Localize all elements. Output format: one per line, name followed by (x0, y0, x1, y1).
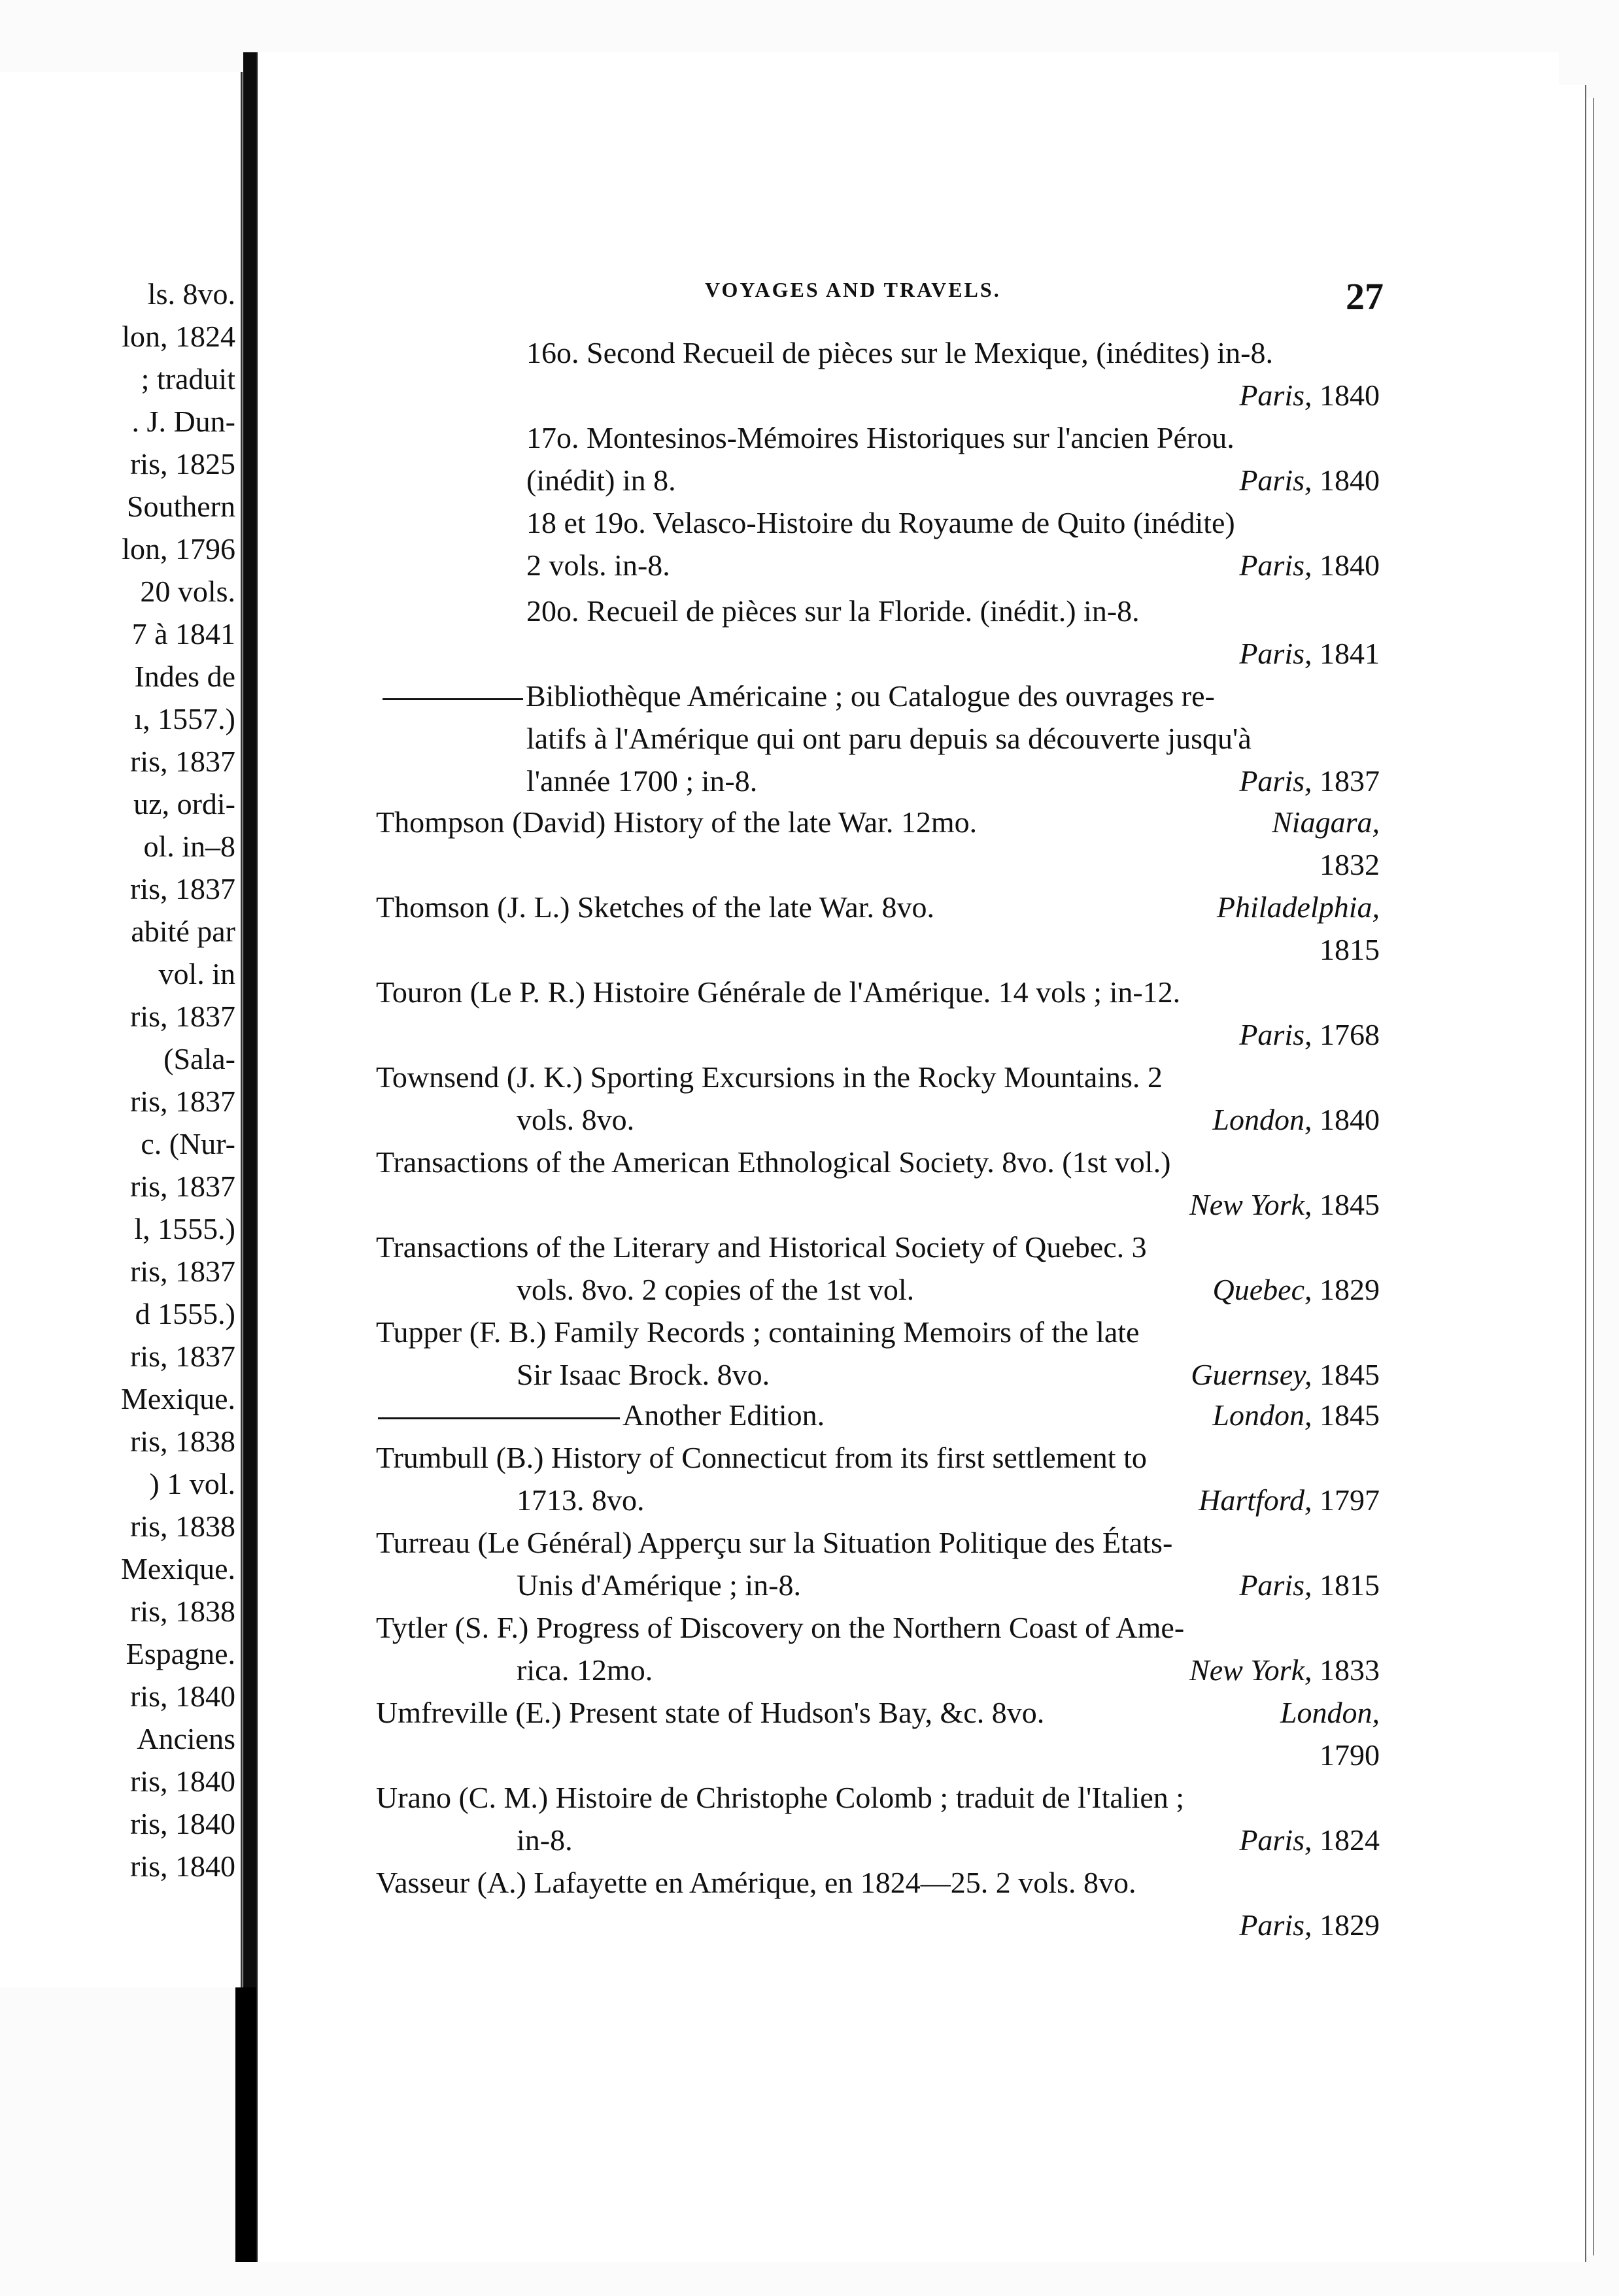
turreau-line1: Turreau (Le Général) Apperçu sur la Situation Politique des États- (376, 1526, 1173, 1559)
left-page-line: ris, 1837 (130, 1085, 235, 1118)
entry-16-year: 1840 (1320, 379, 1380, 412)
left-page-fragment (0, 72, 243, 1987)
entry-17-place: Paris, (1239, 464, 1312, 497)
tupper-line1: Tupper (F. B.) Family Records ; containing Memoirs of the late (376, 1315, 1140, 1349)
thompson-year: 1832 (1320, 848, 1380, 881)
left-page-line: ris, 1840 (130, 1849, 235, 1883)
entry-16-place: Paris, (1239, 379, 1312, 412)
touron-year: 1768 (1320, 1018, 1380, 1051)
thompson-line1 (376, 803, 1380, 842)
biblio-line1 (383, 677, 1380, 716)
another-text: Another Edition. (622, 1398, 825, 1432)
left-page-line: ris, 1837 (130, 1340, 235, 1373)
page-edge (1558, 85, 1586, 2262)
entry-18-line2 (526, 546, 1380, 585)
left-page-line: Espagne. (126, 1637, 235, 1670)
entry-18-text2: 2 vols. in-8. (526, 549, 670, 582)
left-page-line: ls. 8vo. (147, 277, 235, 311)
townsend-line1: Townsend (J. K.) Sporting Excursions in the Rocky Mountains. 2 (376, 1060, 1163, 1094)
left-page-line: uz, ordi- (133, 787, 235, 820)
townsend-year: 1840 (1320, 1103, 1380, 1136)
urano-line2 (517, 1821, 1380, 1860)
umfreville-line1 (376, 1693, 1380, 1732)
left-page-line: (Sala- (163, 1042, 235, 1075)
left-page-line: ) 1 vol. (149, 1467, 235, 1500)
another-place: London, (1212, 1398, 1312, 1432)
biblio-place: Paris, (1239, 764, 1312, 798)
trumbull-place: Hartford, (1199, 1483, 1312, 1517)
tupper-line2 (517, 1355, 1380, 1394)
vasseur-line1: Vasseur (A.) Lafayette en Amérique, en 1824—25. 2 vols. 8vo. (376, 1866, 1136, 1899)
ethno-place: New York, (1189, 1188, 1312, 1221)
ditto-dash (378, 1417, 620, 1419)
tupper-text2: Sir Isaac Brock. 8vo. (517, 1358, 770, 1391)
entry-17-line2 (526, 461, 1380, 500)
trumbull-year: 1797 (1320, 1483, 1380, 1517)
left-page-line: ris, 1840 (130, 1680, 235, 1713)
entry-16-imprint (376, 376, 1380, 415)
left-page-line: ris, 1840 (130, 1807, 235, 1840)
left-page-line: ı, 1557.) (134, 702, 235, 735)
page-number: 27 (1346, 275, 1384, 318)
left-page-line: Mexique. (120, 1552, 235, 1585)
trumbull-text2: 1713. 8vo. (517, 1483, 645, 1517)
left-page-line: ris, 1837 (130, 1170, 235, 1203)
left-page-line: ris, 1840 (130, 1764, 235, 1798)
left-page-line: l, 1555.) (134, 1212, 235, 1245)
left-page-line: vol. in (158, 957, 235, 990)
left-page-line: ol. in–8 (143, 830, 235, 863)
biblio-line3 (526, 762, 1380, 801)
tytler-line1: Tytler (S. F.) Progress of Discovery on the Northern Coast of Ame- (376, 1611, 1185, 1644)
touron-line2 (376, 1015, 1380, 1055)
umfreville-year: 1790 (1320, 1738, 1380, 1772)
entry-16-line1: 16o. Second Recueil de pièces sur le Mexique, (inédites) in-8. (526, 336, 1274, 369)
turreau-year: 1815 (1320, 1568, 1380, 1602)
thompson-line2 (376, 845, 1380, 885)
entry-18-place: Paris, (1239, 549, 1312, 582)
thomson-year: 1815 (1320, 933, 1380, 966)
tytler-line2 (517, 1651, 1380, 1690)
left-page-line: Mexique. (120, 1382, 235, 1415)
another-year: 1845 (1320, 1398, 1380, 1432)
left-page-line: ris, 1837 (130, 1000, 235, 1033)
left-page-line: Indes de (134, 660, 235, 693)
vasseur-place: Paris, (1239, 1908, 1312, 1942)
left-page-line: ris, 1838 (130, 1510, 235, 1543)
tytler-year: 1833 (1320, 1653, 1380, 1687)
running-head: VOYAGES AND TRAVELS. (705, 278, 1001, 301)
vasseur-line2 (376, 1906, 1380, 1945)
left-page-line: ; traduit (141, 362, 235, 396)
left-page-line: lon, 1796 (122, 532, 235, 566)
biblio-line2: latifs à l'Amérique qui ont paru depuis sa découverte jusqu'à (526, 722, 1252, 755)
tytler-place: New York, (1189, 1653, 1312, 1687)
trumbull-line1: Trumbull (B.) History of Connecticut from its first settlement to (376, 1441, 1147, 1474)
entry-18-year: 1840 (1320, 549, 1380, 582)
entry-17-line1: 17o. Montesinos-Mémoires Historiques sur l'ancien Pérou. (526, 421, 1235, 454)
book-gutter (243, 52, 256, 2262)
townsend-text2: vols. 8vo. (517, 1103, 635, 1136)
entry-20-year: 1841 (1320, 637, 1380, 670)
thomson-line1 (376, 888, 1380, 927)
thomson-text: Thomson (J. L.) Sketches of the late War. 8vo. (376, 890, 934, 924)
left-page-line: lon, 1824 (122, 320, 235, 353)
left-page-line: Southern (126, 490, 235, 523)
umfreville-text: Umfreville (E.) Present state of Hudson's Bay, &c. 8vo. (376, 1696, 1045, 1729)
left-page-line: 20 vols. (140, 575, 235, 608)
ethno-line1: Transactions of the American Ethnological Society. 8vo. (1st vol.) (376, 1145, 1171, 1179)
touron-place: Paris, (1239, 1018, 1312, 1051)
urano-line1: Urano (C. M.) Histoire de Christophe Colomb ; traduit de l'Italien ; (376, 1781, 1185, 1814)
biblio-text3: l'année 1700 ; in-8. (526, 764, 758, 798)
biblio-text1: Bibliothèque Américaine ; ou Catalogue des ouvrages re- (526, 679, 1215, 713)
biblio-year: 1837 (1320, 764, 1380, 798)
left-page-line: Anciens (137, 1722, 235, 1755)
trumbull-line2 (517, 1481, 1380, 1520)
left-page-line: ris, 1837 (130, 1255, 235, 1288)
entry-20-line1: 20o. Recueil de pièces sur la Floride. (inédit.) in-8. (526, 594, 1140, 628)
thompson-place: Niagara, (1272, 805, 1380, 839)
ethno-year: 1845 (1320, 1188, 1380, 1221)
ditto-dash (383, 698, 523, 700)
townsend-line2 (517, 1100, 1380, 1140)
entry-20-imprint (376, 634, 1380, 673)
left-page-line: ris, 1825 (130, 447, 235, 481)
vasseur-year: 1829 (1320, 1908, 1380, 1942)
left-page-line: ris, 1838 (130, 1425, 235, 1458)
left-page-line: ris, 1837 (130, 745, 235, 778)
thomson-place: Philadelphia, (1216, 890, 1380, 924)
left-page-line: 7 à 1841 (131, 617, 235, 650)
townsend-place: London, (1212, 1103, 1312, 1136)
touron-line1: Touron (Le P. R.) Histoire Générale de l'Amérique. 14 vols ; in-12. (376, 975, 1181, 1009)
quebec-line2 (517, 1270, 1380, 1309)
umfreville-line2 (376, 1736, 1380, 1775)
entry-18-line1: 18 et 19o. Velasco-Histoire du Royaume de Quito (inédite) (526, 506, 1235, 539)
turreau-place: Paris, (1239, 1568, 1312, 1602)
urano-place: Paris, (1239, 1823, 1312, 1857)
quebec-year: 1829 (1320, 1273, 1380, 1306)
urano-text2: in-8. (517, 1823, 573, 1857)
left-page-line: . J. Dun- (131, 405, 235, 438)
tupper-year: 1845 (1320, 1358, 1380, 1391)
left-page-line: ris, 1838 (130, 1595, 235, 1628)
ethno-line2 (376, 1185, 1380, 1224)
turreau-text2: Unis d'Amérique ; in-8. (517, 1568, 802, 1602)
entry-17-year: 1840 (1320, 464, 1380, 497)
urano-year: 1824 (1320, 1823, 1380, 1857)
thomson-line2 (376, 930, 1380, 970)
umfreville-place: London, (1280, 1696, 1380, 1729)
tupper-place: Guernsey, (1191, 1358, 1312, 1391)
left-page-line: abité par (131, 915, 235, 948)
turreau-line2 (517, 1566, 1380, 1605)
entry-17-text2: (inédit) in 8. (526, 464, 676, 497)
quebec-place: Quebec, (1212, 1273, 1312, 1306)
left-page-line: ris, 1837 (130, 872, 235, 905)
quebec-text2: vols. 8vo. 2 copies of the 1st vol. (517, 1273, 915, 1306)
tytler-text2: rica. 12mo. (517, 1653, 653, 1687)
another-edition-line (378, 1396, 1380, 1435)
entry-20-place: Paris, (1239, 637, 1312, 670)
quebec-line1: Transactions of the Literary and Historical Society of Quebec. 3 (376, 1230, 1147, 1264)
left-page-line: d 1555.) (135, 1297, 235, 1330)
left-page-line: c. (Nur- (141, 1127, 235, 1160)
thompson-text: Thompson (David) History of the late War. 12mo. (376, 805, 978, 839)
